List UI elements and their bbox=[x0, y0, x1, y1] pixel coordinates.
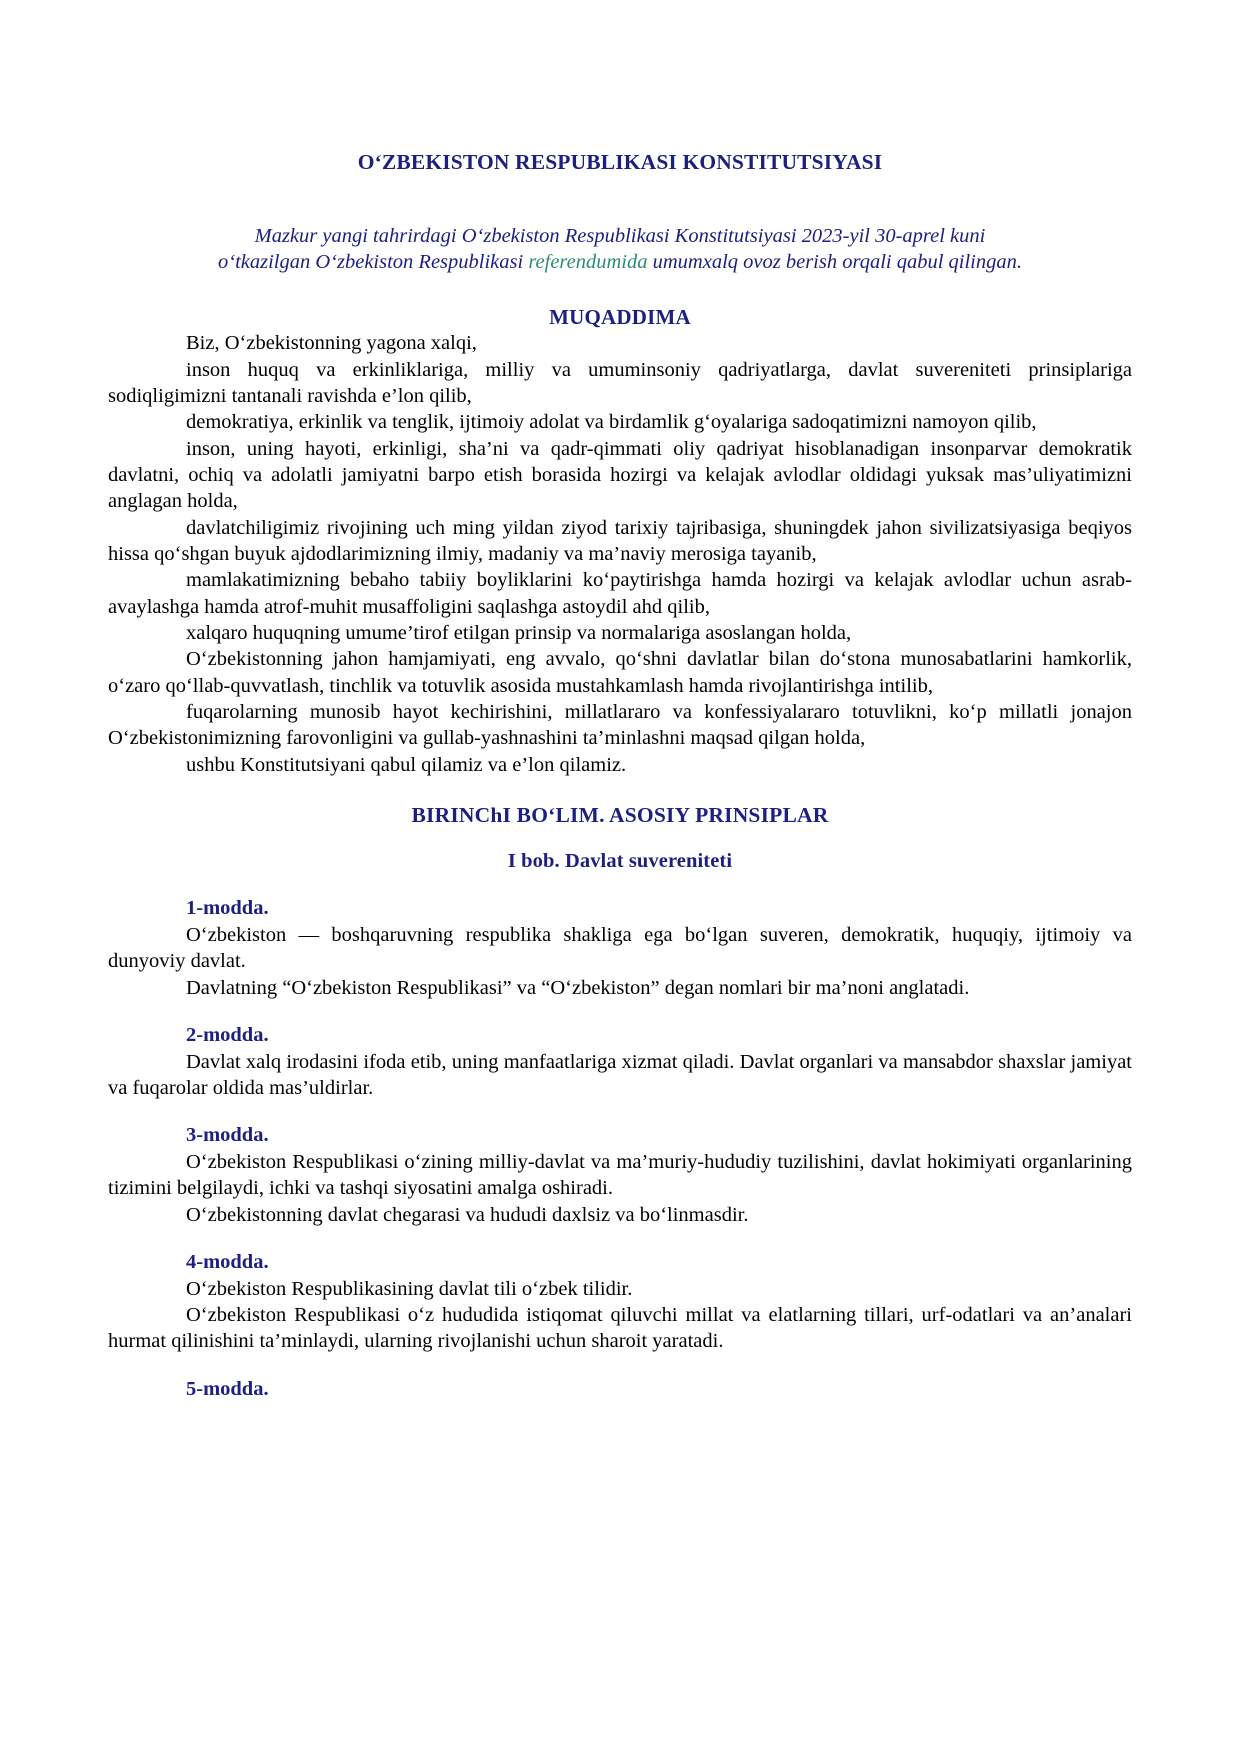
subtitle-highlight-referendumida: referendumida bbox=[528, 251, 648, 274]
preamble-paragraph: fuqarolarning munosib hayot kechirishini, millatlararo va konfessiyalararo totuvlikni, ko‘p millatli jonajon O‘zbekistonimizning farovonligini va gullab-yashnashini ta’minlashni maqsad qilgan holda, bbox=[108, 700, 1132, 750]
preamble-paragraph: inson huquq va erkinliklariga, milliy va umuminsoniy qadriyatlarga, davlat suvereniteti prinsiplariga sodiqligimizni tantanali ravishda e’lon qilib, bbox=[108, 358, 1132, 407]
section-title: BIRINChI BO‘LIM. ASOSIY PRINSIPLAR bbox=[411, 802, 829, 827]
subtitle-line-1: Mazkur yangi tahrirdagi O‘zbekiston Respublikasi Konstitutsiyasi 2023-yil 30-aprel kuni bbox=[254, 224, 986, 247]
document-subtitle bbox=[126, 223, 1114, 276]
article-heading-3: 3-modda. bbox=[186, 1124, 269, 1147]
preamble-paragraph: ushbu Konstitutsiyani qabul qilamiz va e’lon qilamiz. bbox=[186, 753, 627, 776]
article-heading-1: 1-modda. bbox=[186, 897, 269, 920]
article-paragraph: O‘zbekiston Respublikasining davlat tili o‘zbek tilidir. bbox=[186, 1277, 633, 1300]
page-title: O‘ZBEKISTON RESPUBLIKASI KONSTITUTSIYASI bbox=[357, 150, 883, 174]
article-paragraph: Davlat xalq irodasini ifoda etib, uning manfaatlariga xizmat qiladi. Davlat organlari va mansabdor shaxslar jamiyat va fuqarolar oldida mas’uldirlar. bbox=[108, 1050, 1132, 1099]
preamble-paragraph: mamlakatimizning bebaho tabiiy boyliklarini ko‘paytirishga hamda hozirgi va kelajak avlodlar uchun asrab-avaylashga hamda atrof-muhit musaffoligini saqlashga astoydil ahd qilib, bbox=[108, 569, 1132, 618]
article-heading-2: 2-modda. bbox=[186, 1024, 269, 1047]
article-paragraph: O‘zbekiston Respublikasi o‘z hududida istiqomat qiluvchi millat va elatlarning tillari, urf-odatlari va an’analari hurmat qilinishini ta’minlaydi, ularning rivojlanishi uchun sharoit yaratadi. bbox=[108, 1303, 1132, 1353]
preamble-paragraph: Biz, O‘zbekistonning yagona xalqi, bbox=[186, 332, 477, 355]
article-paragraph: O‘zbekiston — boshqaruvning respublika shakliga ega bo‘lgan suveren, demokratik, huquqiy, ijtimoiy va dunyoviy davlat. bbox=[108, 924, 1132, 973]
article-paragraph: Davlatning “O‘zbekiston Respublikasi” va “O‘zbekiston” degan nomlari bir ma’noni anglatadi. bbox=[186, 976, 970, 999]
preamble-heading: MUQADDIMA bbox=[549, 305, 691, 330]
article-paragraph: O‘zbekiston Respublikasi o‘zining milliy-davlat va ma’muriy-hududiy tuzilishini, davlat hokimiyati organlarining tizimini belgilaydi, ichki va tashqi siyosatini amalga oshiradi. bbox=[108, 1150, 1132, 1200]
preamble-paragraph: inson, uning hayoti, erkinligi, sha’ni va qadr-qimmati oliy qadriyat hisoblanadigan insonparvar demokratik davlatni, ochiq va adolatli jamiyatni barpo etish borasida hozirgi va kelajak avlodlar oldidagi yuksak mas’uliyatimizni anglagan holda, bbox=[108, 437, 1132, 513]
subtitle-line-2-before: o‘tkazilgan O‘zbekiston Respublikasi bbox=[218, 251, 529, 274]
preamble-paragraph: xalqaro huquqning umume’tirof etilgan prinsip va normalariga asoslangan holda, bbox=[186, 621, 852, 644]
article-heading-4: 4-modda. bbox=[186, 1250, 269, 1273]
preamble-paragraph: O‘zbekistonning jahon hamjamiyati, eng avvalo, qo‘shni davlatlar bilan do‘stona munosabatlarini hamkorlik, o‘zaro qo‘llab-quvvatlash, tinchlik va totuvlik asosida mustahkamlash hamda rivojlantirishga intilib, bbox=[108, 648, 1132, 697]
preamble-paragraph: davlatchiligimiz rivojining uch ming yildan ziyod tarixiy tajribasiga, shuningdek jahon sivilizatsiyasiga beqiyos hissa qo‘shgan buyuk ajdodlarimizning ilmiy, madaniy va ma’naviy merosiga tayanib, bbox=[108, 516, 1132, 565]
article-heading-5: 5-modda. bbox=[186, 1377, 269, 1400]
preamble-paragraph: demokratiya, erkinlik va tenglik, ijtimoiy adolat va birdamlik g‘oyalariga sadoqatimizni namoyon qilib, bbox=[186, 411, 1037, 434]
chapter-title: I bob. Davlat suvereniteti bbox=[507, 849, 733, 872]
subtitle-line-2-after: umumxalq ovoz berish orqali qabul qilingan. bbox=[647, 251, 1022, 274]
article-paragraph: O‘zbekistonning davlat chegarasi va hududi daxlsiz va bo‘linmasdir. bbox=[186, 1203, 749, 1226]
